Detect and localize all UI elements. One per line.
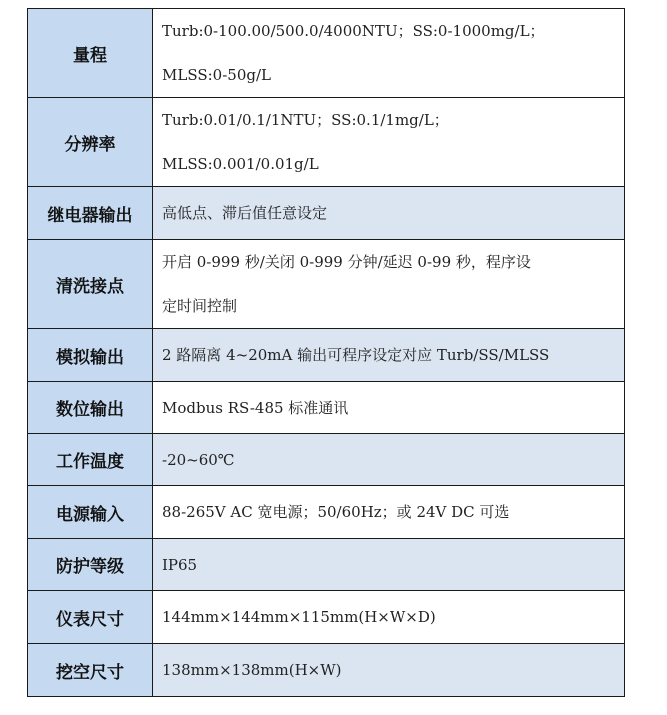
table-row [28,486,625,539]
value-line: 144mm×144mm×115mm(H×W×D) [162,608,436,626]
row-label-clean-contact: 清洗接点 [28,240,153,329]
value-line: 138mm×138mm(H×W) [162,661,342,679]
table-row [28,591,625,644]
row-value-meter-size [153,591,625,644]
value-line: Modbus RS-485 标准通讯 [162,398,349,417]
row-value-protection-class [153,539,625,591]
row-label-digital-output: 数位输出 [28,382,153,434]
value-line: MLSS:0.001/0.01g/L [162,155,319,173]
row-label-cutout-size: 挖空尺寸 [28,644,153,697]
row-value-power-input [153,486,625,539]
table-row [28,98,625,187]
row-value-range [153,9,625,98]
value-line: Turb:0.01/0.1/1NTU；SS:0.1/1mg/L； [162,111,449,129]
row-value-operating-temp [153,434,625,486]
table-row [28,329,625,382]
row-label-protection-class: 防护等级 [28,539,153,591]
value-line: 2 路隔离 4~20mA 输出可程序设定对应 Turb/SS/MLSS [162,346,550,364]
value-line: 88-265V AC 宽电源；50/60Hz；或 24V DC 可选 [162,503,510,521]
row-label-range: 量程 [28,9,153,98]
row-value-clean-contact [153,240,625,329]
row-value-analog-output [153,329,625,382]
table-row [28,187,625,240]
table-row [28,434,625,486]
value-line: -20~60℃ [162,450,235,469]
value-line: 开启 0-999 秒/关闭 0-999 分钟/延迟 0-99 秒，程序设 [162,253,531,271]
row-value-resolution [153,98,625,187]
value-line: 高低点、滞后值任意设定 [162,204,328,222]
row-label-power-input: 电源输入 [28,486,153,539]
row-value-relay-output [153,187,625,240]
row-label-analog-output: 模拟输出 [28,329,153,382]
row-label-relay-output: 继电器输出 [28,187,153,240]
row-label-resolution: 分辨率 [28,98,153,187]
table-row [28,240,625,329]
table-row [28,644,625,697]
row-value-cutout-size [153,644,625,697]
value-line: Turb:0-100.00/500.0/4000NTU；SS:0-1000mg/L； [162,22,545,40]
table-row [28,539,625,591]
value-line: IP65 [162,555,198,574]
spec-table [27,8,625,697]
table-row [28,9,625,98]
value-line: MLSS:0-50g/L [162,66,271,84]
row-label-meter-size: 仪表尺寸 [28,591,153,644]
row-value-digital-output [153,382,625,434]
table-row [28,382,625,434]
row-label-operating-temp: 工作温度 [28,434,153,486]
value-line: 定时间控制 [162,297,238,315]
